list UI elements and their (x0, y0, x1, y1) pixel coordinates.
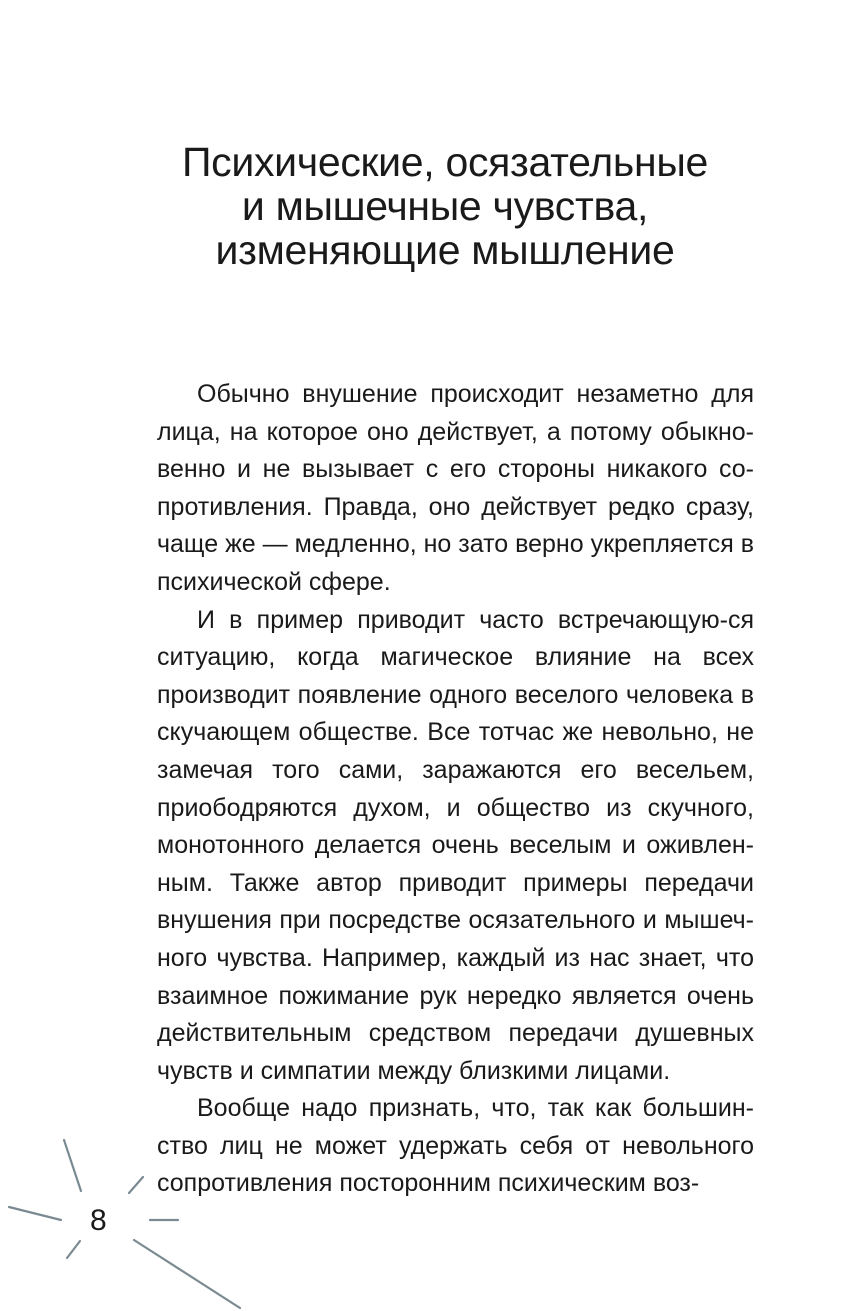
paragraph: И в пример приводит часто встречающую-ся ситуацию, когда магическое влияние на всех производит появление одного веселого человека в скучающем обществе. Все тотчас же невольно, не замечая того сами, заражаются его весельем, приободряются духом, и общество из скучного, монотонного делается очень веселым и оживлен-ным. Также автор приводит примеры передачи внушения при посредстве осязательного и мышеч-ного чувства. Например, каждый из нас знает, что взаимное пожимание рук нередко является очень действительным средством передачи душевных чувств и симпатии между близкими лицами. (157, 605, 754, 1085)
chapter-title (130, 140, 760, 272)
sunburst-lines-icon (0, 1130, 260, 1311)
page-number: 8 (90, 1204, 107, 1237)
chapter-title-line: Психические, осязательные (181, 139, 709, 185)
body-text (157, 376, 754, 1203)
chapter-title-line: изменяющие мышление (215, 227, 675, 273)
paragraph: Обычно внушение происходит незаметно для лица, на которое оно действует, а потому обыкно-венно и не вызывает с его стороны никакого со-противления. Правда, оно действует редко сразу, чаще же — медленно, но зато верно укрепляется в психической сфере. (157, 380, 754, 596)
chapter-title-line: и мышечные чувства, (241, 183, 649, 229)
paragraph: Вообще надо признать, что, так как большин-ство лиц не может удержать себя от невольного сопротивления посторонним психическим воз- (157, 1094, 754, 1198)
